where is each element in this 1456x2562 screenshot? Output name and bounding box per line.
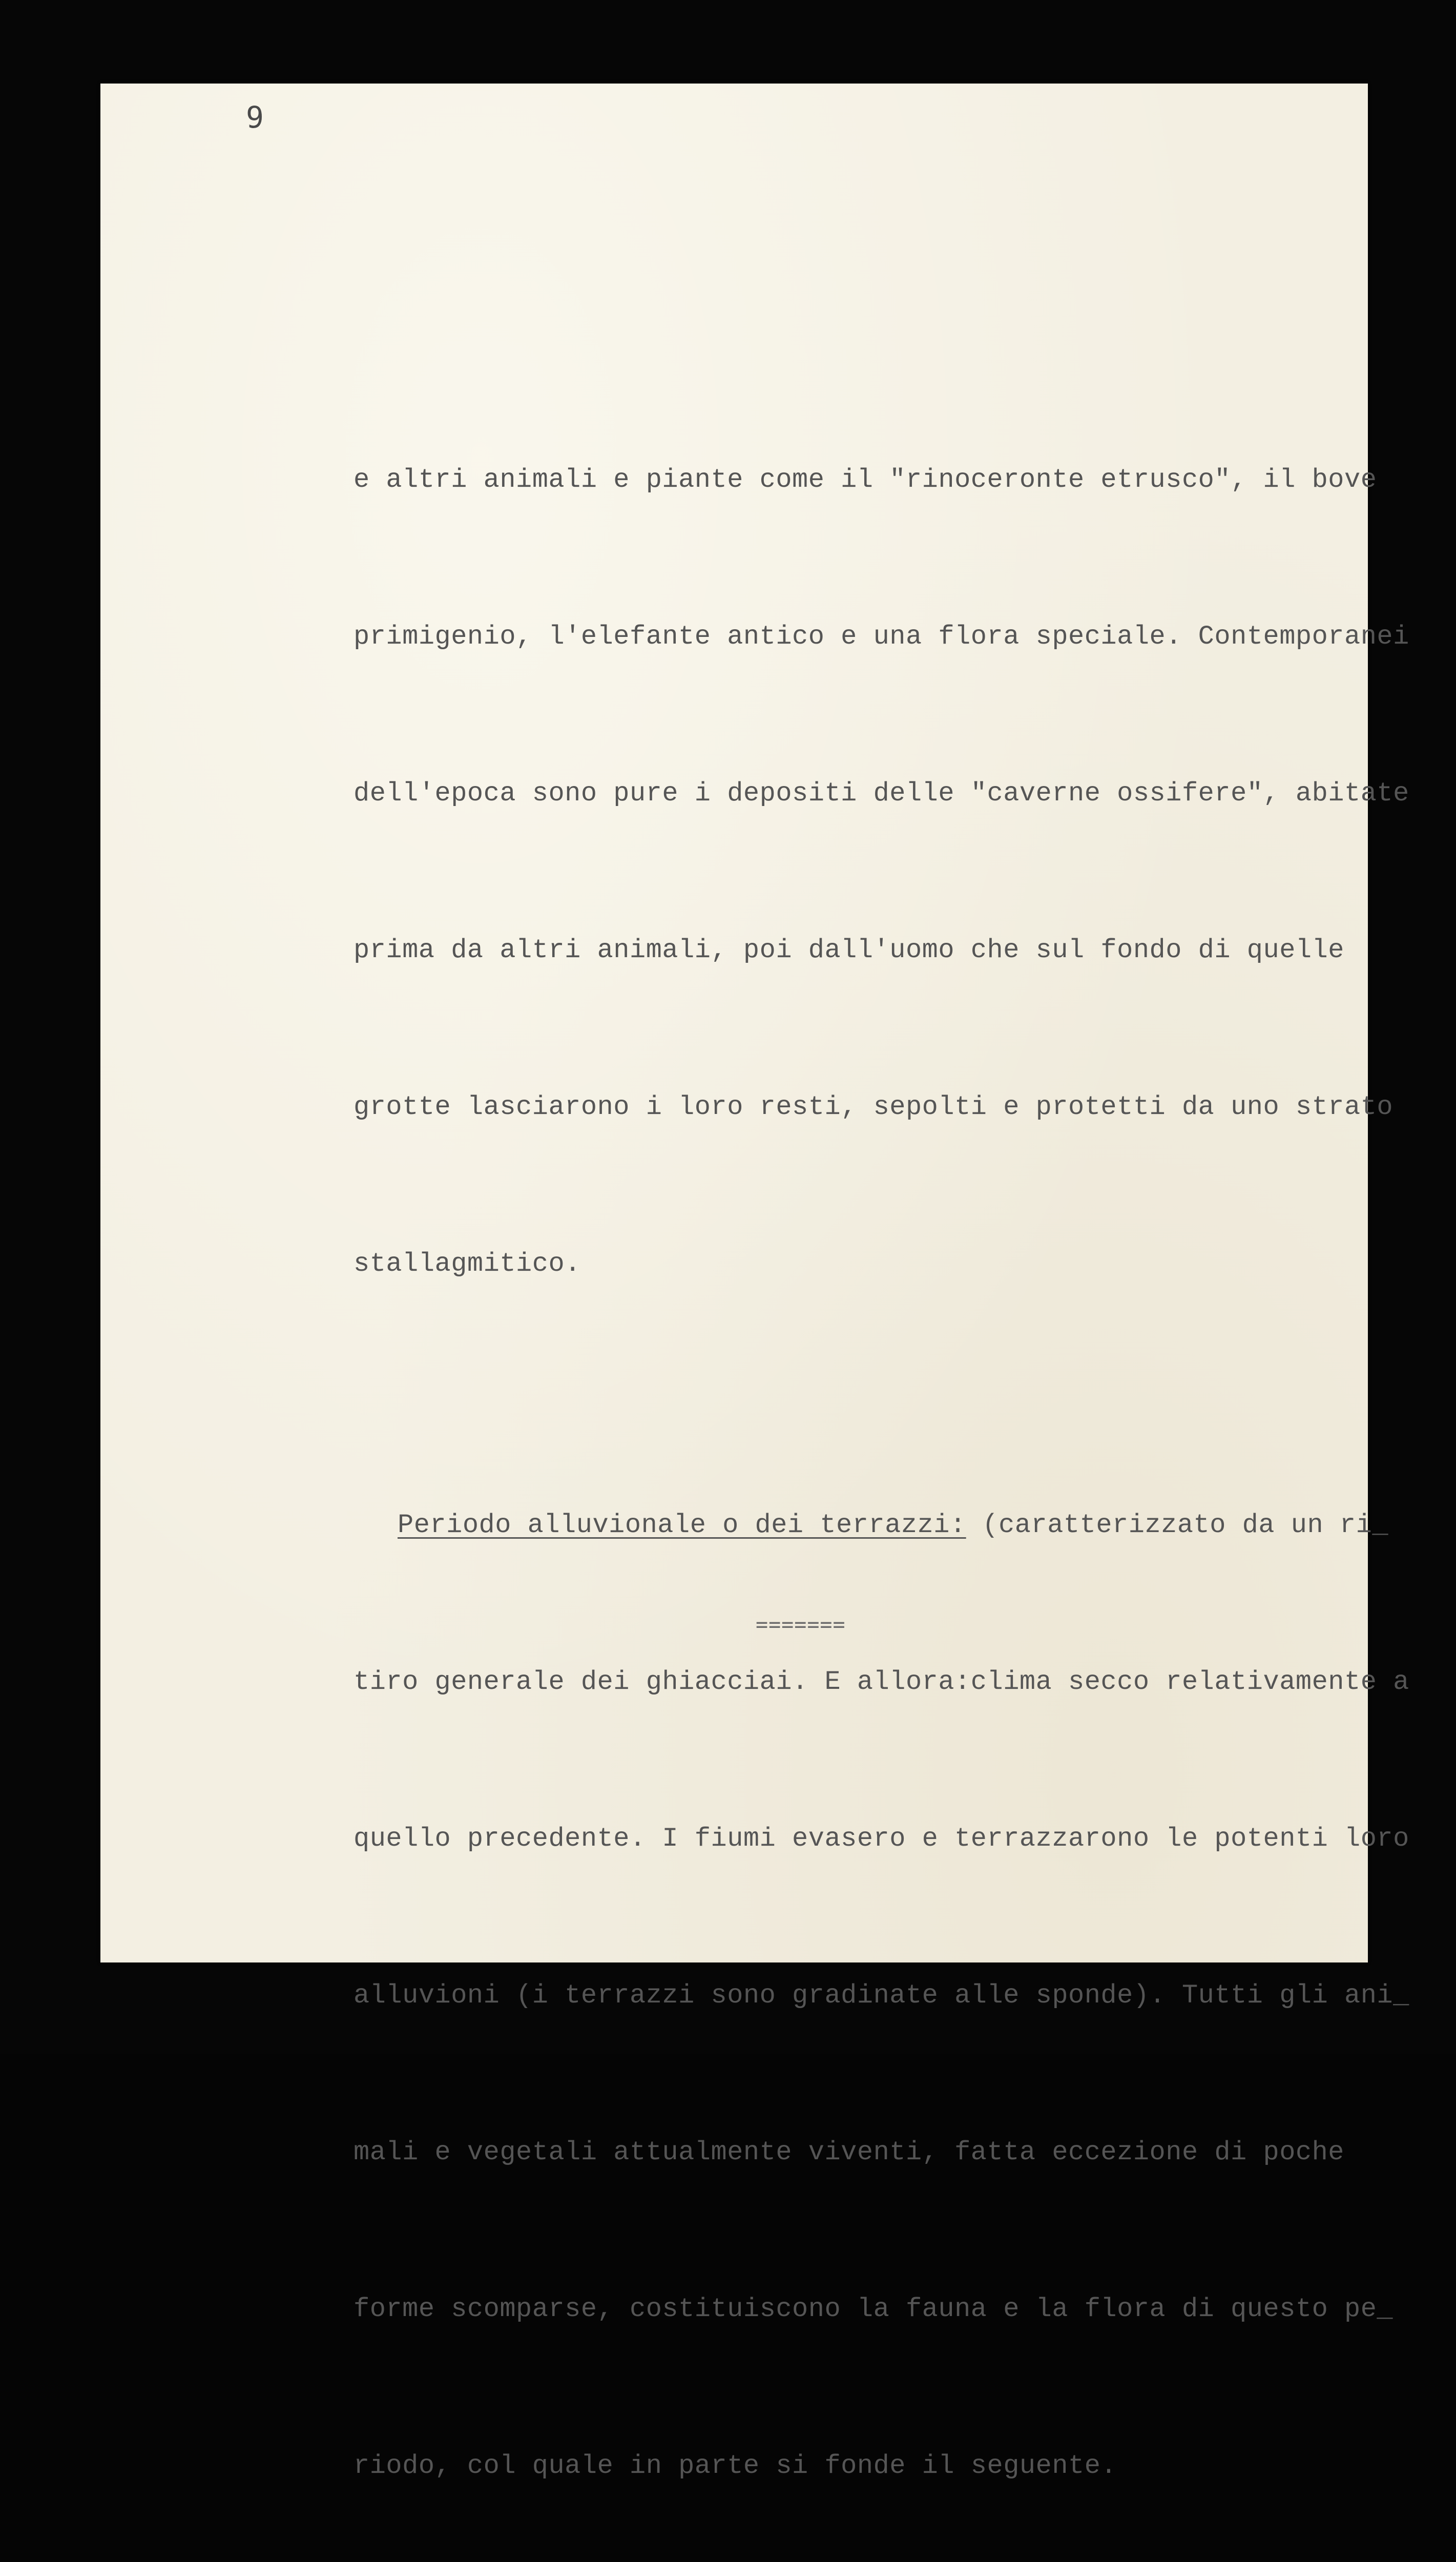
text-line: forme scomparse, costituiscono la fauna e la flora di questo pe_ bbox=[353, 2294, 1393, 2324]
closing-rule: ======= bbox=[756, 1613, 846, 1637]
text-line: prima da altri animali, poi dall'uomo che sul fondo di quelle bbox=[353, 935, 1345, 965]
text-line: e altri animali e piante come il "rinoceronte etrusco", il bove bbox=[353, 465, 1377, 495]
page-number: 9 bbox=[246, 100, 264, 135]
text-line: riodo, col quale in parte si fonde il seguente. bbox=[353, 2451, 1117, 2481]
text-line bbox=[353, 1499, 1389, 1552]
text-line: mali e vegetali attualmente viventi, fatta eccezione di poche bbox=[353, 2137, 1345, 2167]
text-fragment: (caratterizzato da un ri_ bbox=[966, 1510, 1389, 1540]
section-heading-alluvionale: Periodo alluvionale o dei terrazzi: bbox=[398, 1510, 966, 1540]
text-line: grotte lasciarono i loro resti, sepolti e protetti da uno strato bbox=[353, 1092, 1393, 1122]
text-line: primigenio, l'elefante antico e una flora speciale. Contemporanei bbox=[353, 622, 1409, 652]
text-line: dell'epoca sono pure i depositi delle "caverne ossifere", abitate bbox=[353, 778, 1409, 809]
text-line: alluvioni (i terrazzi sono gradinate alle sponde). Tutti gli ani_ bbox=[353, 1980, 1409, 2011]
typewritten-text bbox=[353, 297, 1409, 2562]
text-line: stallagmitico. bbox=[353, 1249, 581, 1279]
text-line: tiro generale dei ghiacciai. E allora:clima secco relativamente a bbox=[353, 1667, 1409, 1697]
text-line: quello precedente. I fiumi evasero e terrazzarono le potenti loro bbox=[353, 1824, 1409, 1854]
